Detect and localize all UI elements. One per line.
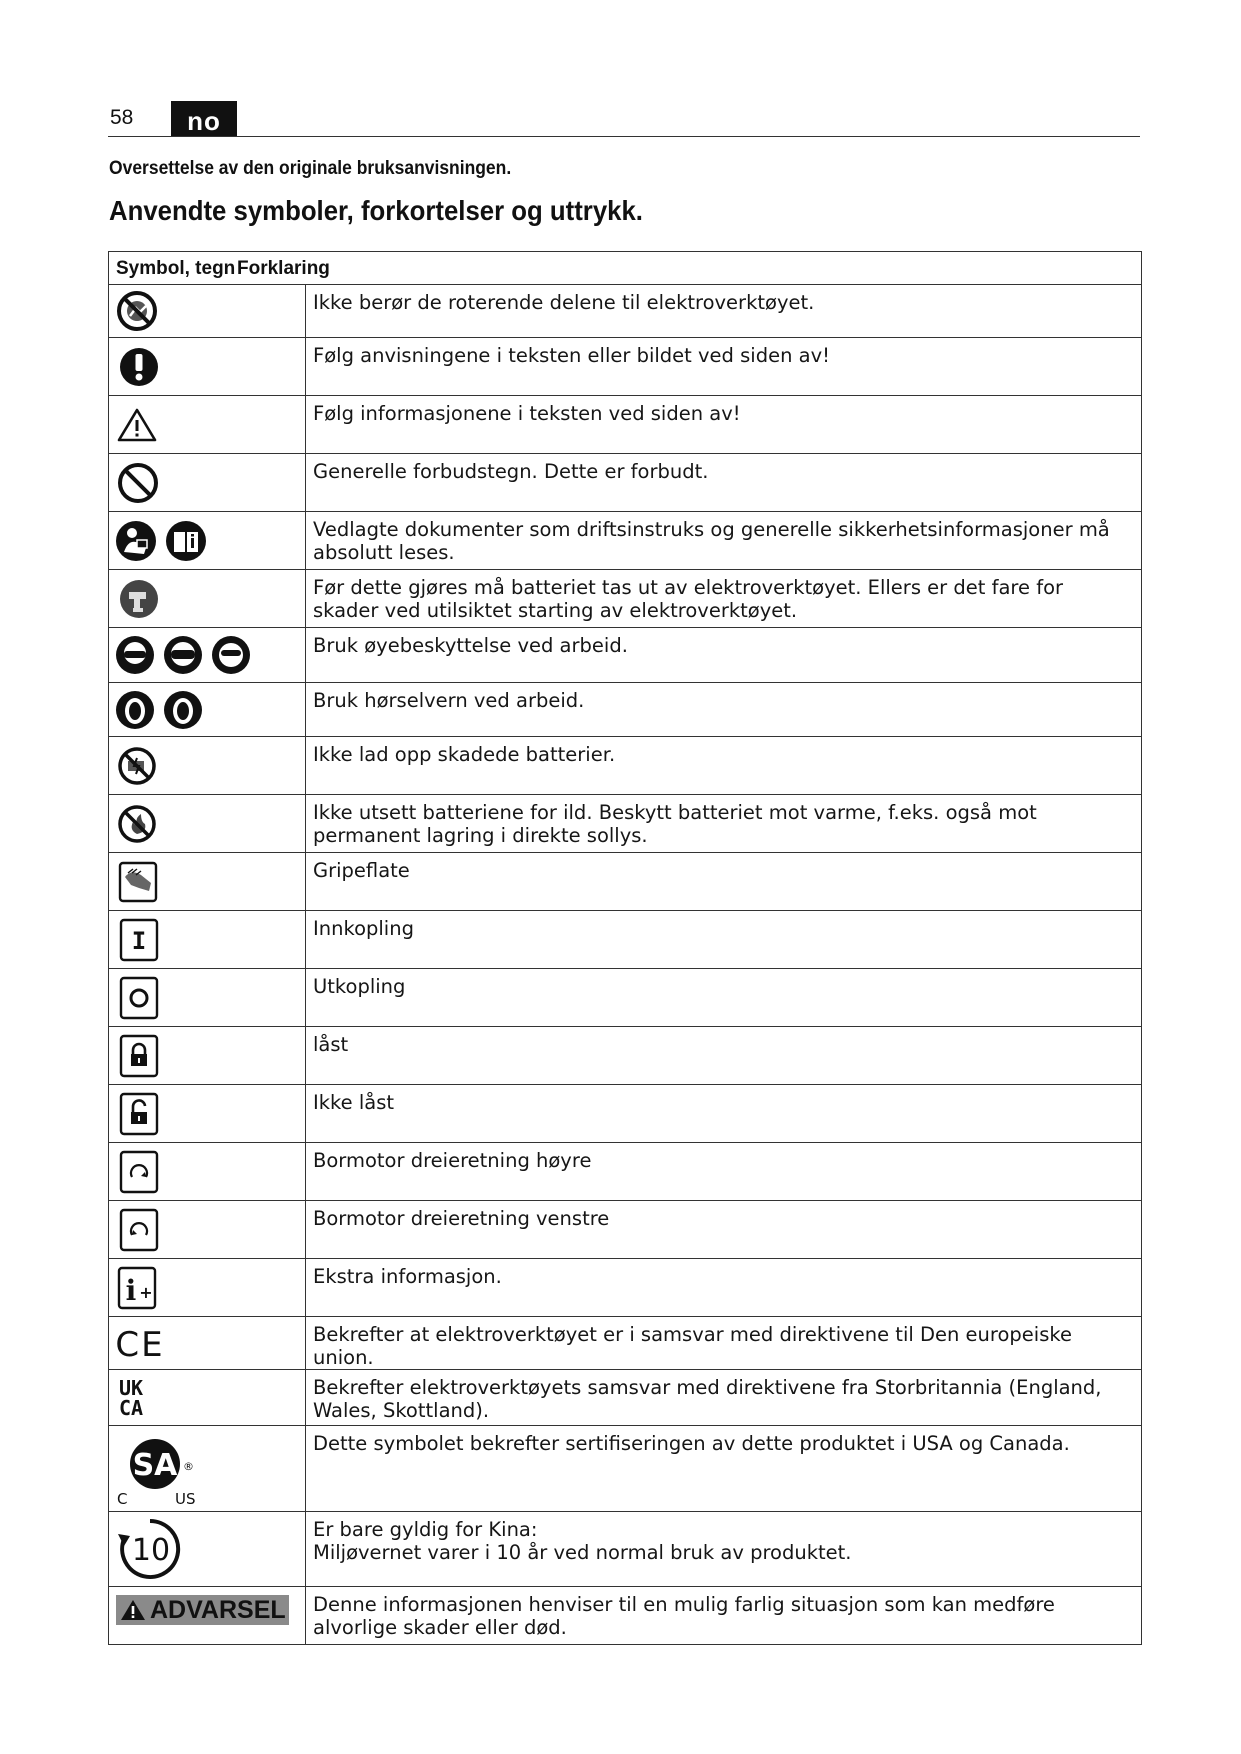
- table-row: [109, 969, 1142, 1027]
- ukca-bottom: CA: [119, 1395, 144, 1419]
- grip-surface-icon: [118, 861, 158, 903]
- table-row: [109, 1201, 1142, 1259]
- ukca-top: UK: [119, 1376, 144, 1400]
- table-row: [109, 1512, 1142, 1587]
- warning-advarsel-icon: [116, 1595, 289, 1625]
- table-row: [109, 1027, 1142, 1085]
- row-symbols: [115, 690, 203, 730]
- row-text: Generelle forbudstegn. Dette er forbudt.: [313, 460, 709, 483]
- table-row: [109, 1143, 1142, 1201]
- table-header-row: [109, 252, 1142, 285]
- row-text: Denne informasjonen henviser til en mulig farlig situasjon som kan medføre alvorlige skader eller død.: [313, 1593, 1055, 1639]
- row-text: Bruk hørselvern ved arbeid.: [313, 689, 585, 712]
- table-row: [109, 570, 1142, 628]
- table-row: [109, 454, 1142, 512]
- ear-protection-icon: [115, 690, 155, 730]
- row-text: [306, 1512, 1141, 1564]
- row-text: Bruk øyebeskyttelse ved arbeid.: [313, 634, 628, 657]
- no-fire-battery-icon: [117, 804, 157, 844]
- table-row: [109, 1317, 1142, 1370]
- row-text: Gripeflate: [313, 859, 410, 882]
- switch-on-glyph: I: [131, 926, 147, 955]
- row-text: Utkopling: [313, 975, 406, 998]
- no-touch-rotating-icon: [116, 290, 158, 332]
- row-text: Ikke låst: [313, 1091, 395, 1114]
- table-row: [109, 911, 1142, 969]
- table-row: [109, 512, 1142, 570]
- row-text: låst: [313, 1033, 349, 1056]
- ukca-mark-icon: [117, 1377, 157, 1419]
- row-text: Ikke berør de roterende delene til elektroverktøyet.: [313, 291, 815, 314]
- row-text: Bormotor dreieretning venstre: [313, 1207, 610, 1230]
- symbols-table: [108, 251, 1142, 1645]
- row-text: Ekstra informasjon.: [313, 1265, 502, 1288]
- unlocked-icon: [119, 1092, 159, 1136]
- table-row: [109, 795, 1142, 853]
- prohibition-icon: [117, 462, 159, 504]
- row-text: Innkopling: [313, 917, 414, 940]
- read-manual-icon: [115, 520, 157, 562]
- table-row: [109, 1587, 1142, 1645]
- page-number: 58: [110, 106, 134, 129]
- section-title: Anvendte symboler, forkortelser og uttrykk.: [109, 195, 643, 226]
- table-row: [109, 853, 1142, 911]
- table-row: [109, 683, 1142, 737]
- info-letter: i: [125, 1273, 137, 1307]
- header-symbol: Symbol, tegn: [116, 258, 236, 279]
- safety-glasses-icon: [115, 635, 155, 675]
- row-text: Dette symbolet bekrefter sertifiseringen av dette produktet i USA og Canada.: [313, 1432, 1070, 1455]
- book-info-icon: [165, 520, 207, 562]
- csa-right-text: US: [175, 1489, 196, 1508]
- face-shield-icon: [211, 635, 251, 675]
- warning-triangle-icon: [117, 407, 157, 443]
- additional-info-icon: [117, 1266, 157, 1310]
- no-charge-damaged-battery-icon: [117, 746, 157, 786]
- table-row: [109, 1085, 1142, 1143]
- switch-on-icon: [119, 918, 159, 962]
- row-text: Bekrefter at elektroverktøyet er i samsvar med direktivene til Den europeiske union.: [313, 1323, 1072, 1369]
- row-text: Ikke utsett batteriene for ild. Beskytt batteriet mot varme, f.eks. også mot permanent lagring i direkte sollys.: [313, 801, 1037, 847]
- header-rule: [108, 136, 1140, 137]
- advarsel-label: ADVARSEL: [150, 1596, 286, 1624]
- row-text-line1: Er bare gyldig for Kina:: [313, 1518, 538, 1541]
- document-subtitle: Oversettelse av den originale bruksanvisningen.: [109, 158, 512, 179]
- table-row: [109, 628, 1142, 683]
- ce-mark-text: CE: [115, 1325, 165, 1362]
- header-explanation: Forklaring: [237, 258, 330, 279]
- info-plus: +: [139, 1282, 153, 1302]
- row-text: Ikke lad opp skadede batterier.: [313, 743, 616, 766]
- rotation-left-icon: [119, 1208, 159, 1252]
- table-row: [109, 396, 1142, 454]
- csa-registered: ®: [183, 1459, 194, 1473]
- table-row: [109, 737, 1142, 795]
- row-text: Før dette gjøres må batteriet tas ut av elektroverktøyet. Ellers er det fare for skader ved utilsiktet starting av elektroverktøyet.: [313, 576, 1064, 622]
- mandatory-action-icon: [119, 347, 159, 387]
- row-text-line2: Miljøvernet varer i 10 år ved normal bruk av produktet.: [313, 1541, 852, 1564]
- row-symbols: [115, 520, 207, 562]
- table-row: [109, 1370, 1142, 1426]
- row-text: Bekrefter elektroverktøyets samsvar med direktivene fra Storbritannia (England, Wales, Skottland).: [313, 1376, 1102, 1422]
- row-text: Bormotor dreieretning høyre: [313, 1149, 592, 1172]
- table-row: [109, 338, 1142, 396]
- ear-muffs-icon: [163, 690, 203, 730]
- warning-triangle-small-icon: [120, 1598, 146, 1622]
- row-text: Følg anvisningene i teksten eller bildet ved siden av!: [313, 344, 830, 367]
- row-symbols: [115, 635, 251, 675]
- csa-certification-icon: [115, 1430, 199, 1508]
- ce-mark-icon: [115, 1324, 165, 1362]
- goggles-icon: [163, 635, 203, 675]
- language-tab: no: [171, 101, 237, 137]
- rotation-right-icon: [119, 1150, 159, 1194]
- row-text: Følg informasjonene i teksten ved siden av!: [313, 402, 741, 425]
- csa-mark-text: SA: [132, 1447, 178, 1483]
- locked-icon: [119, 1034, 159, 1078]
- table-row: [109, 285, 1142, 338]
- remove-battery-icon: [119, 579, 159, 619]
- csa-left-text: C: [117, 1489, 128, 1508]
- switch-off-icon: [119, 976, 159, 1020]
- table-row: [109, 1259, 1142, 1317]
- table-row: [109, 1426, 1142, 1512]
- china-years-text: 10: [131, 1533, 171, 1568]
- row-text: Vedlagte dokumenter som driftsinstruks og generelle sikkerhetsinformasjoner må absolutt leses.: [313, 518, 1110, 564]
- china-10-years-icon: [115, 1516, 185, 1582]
